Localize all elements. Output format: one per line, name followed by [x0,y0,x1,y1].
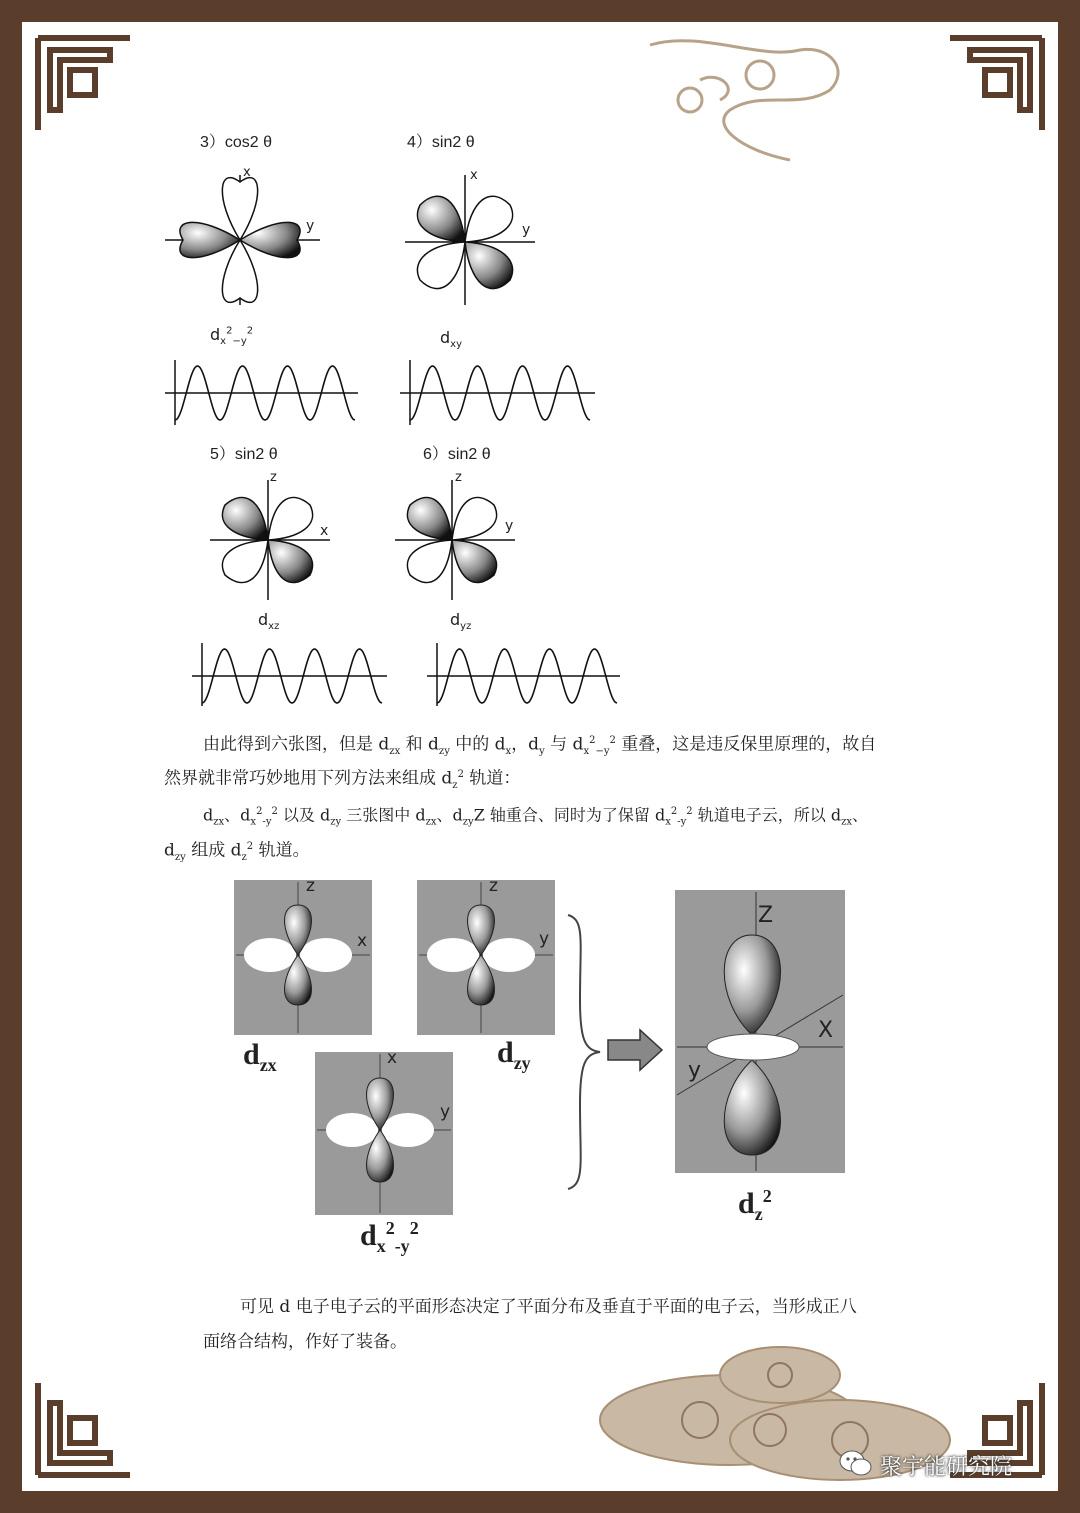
panel-dzy [417,880,555,1035]
paragraph-2-line-1: $d_{zx}$、$d_x^2_{-y}^2$ 以及 $d_{zy}$ 三张图中 $d_{zx}$、$d_{zy}Z$ 轴重合、同时为了保留 $d_x^2_{-y}^2$ 轨道电子云，所以 $d_{zx}$、 [203,805,869,828]
conclusion-line-1: 可见 d 电子电子云的平面形态决定了平面分布及垂直于平面的电子云，当形成正八 [240,1297,857,1317]
arrow-icon [608,1030,662,1070]
axis-label: y [688,1058,702,1083]
label-dzy: $d_{zy}$ [497,1036,531,1073]
orbital-label-dxz: $d_{xz}$ [258,610,280,633]
axis-label: Z [758,903,774,928]
axis-label: y [505,518,514,534]
axis-label: X [818,1018,834,1043]
corner-fret-bl [38,1383,130,1475]
bracket [568,915,600,1189]
axis-label: x [320,523,329,539]
axis-label: y [539,929,550,949]
axis-label: z [270,470,277,485]
axis-label: x [243,165,251,180]
label-dx2y2: $d_x^2_{-y}^2$ [360,1218,419,1256]
axis-label: x [470,168,478,183]
paragraph-2-line-2: $d_{zy}$ 组成 $d_z^2$ 轨道。 [164,840,310,864]
caption-3: 3）cos2 θ [200,134,273,151]
paragraph-1-line-2: 然界就非常巧妙地用下列方法来组成 $d_z^2$ 轨道： [164,768,521,792]
axis-label: z [489,876,498,896]
axis-label: y [306,218,315,234]
orbital-label-dx2y2: $d_x^2_{-y}^2$ [210,325,254,348]
axis-label: y [522,222,531,238]
orbital-label-dyz: $d_{yz}$ [450,610,472,633]
caption-6: 6）sin2 θ [423,446,491,463]
watermark-text: 聚宇能研究院 [880,1455,1013,1480]
axis-label: y [440,1102,451,1122]
caption-5: 5）sin2 θ [210,446,278,463]
axis-label: x [357,931,368,951]
conclusion-line-2: 面络合结构，作好了装备。 [203,1332,407,1352]
axis-label: z [455,470,462,485]
paragraph-1-line-1: 由此得到六张图，但是 $d_{zx}$ 和 $d_{zy}$ 中的 $d_x$，$d_y$ 与 $d_x^2_{-y}^2$ 重叠，这是违反保里原理的，故自 [203,734,877,758]
orbital-label-dxy: $d_{xy}$ [440,328,462,351]
label-dzx: $d_{zx}$ [243,1038,277,1075]
axis-label: z [306,876,315,896]
panel-dx2y2 [315,1052,453,1215]
axis-label: x [387,1048,398,1068]
caption-4: 4）sin2 θ [407,134,475,151]
panel-dzx [234,880,372,1035]
label-dz2: $d_z^2$ [738,1186,772,1224]
wechat-icon [838,1448,874,1478]
